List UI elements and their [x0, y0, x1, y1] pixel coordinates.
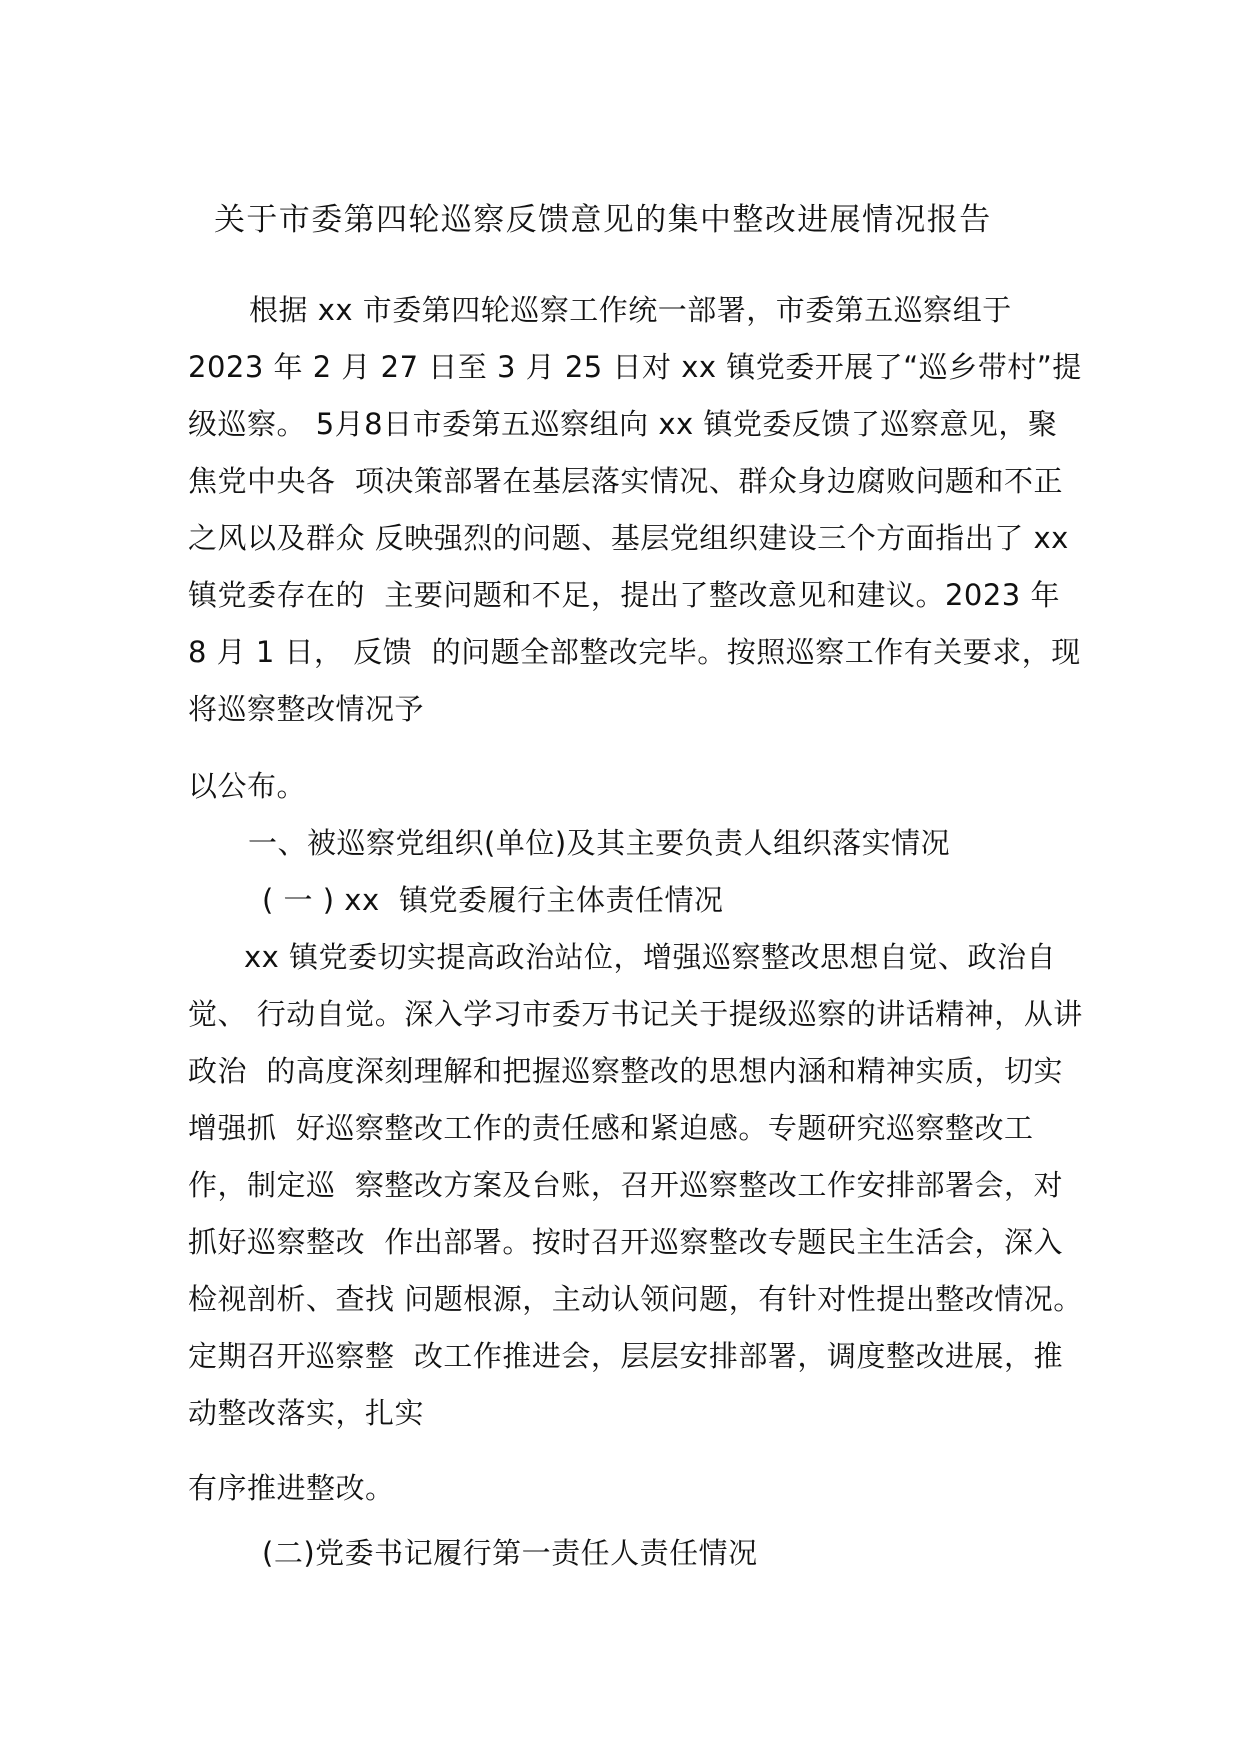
paragraph-line: 觉、 行动自觉。深入学习市委万书记关于提级巡察的讲话精神，从讲 [188, 997, 1083, 1031]
paragraph-line: 以公布。 [188, 769, 307, 803]
paragraph-line: 政治 的高度深刻理解和把握巡察整改的思想内涵和精神实质，切实 [188, 1054, 1063, 1088]
report-title: 关于市委第四轮巡察反馈意见的集中整改进展情况报告 [214, 202, 992, 238]
paragraph-line: 有序推进整改。 [188, 1471, 395, 1505]
section-heading: 一、被巡察党组织(单位)及其主要负责人组织落实情况 [248, 826, 951, 860]
paragraph-line: 根据 xx 市委第四轮巡察工作统一部署，市委第五巡察组于 [249, 293, 1012, 327]
paragraph-line: 8 月 1 日， 反馈 的问题全部整改完毕。按照巡察工作有关要求，现 [188, 635, 1081, 669]
paragraph-line: 镇党委存在的 主要问题和不足，提出了整改意见和建议。2023 年 [188, 578, 1060, 612]
paragraph-line: 作，制定巡 察整改方案及台账，召开巡察整改工作安排部署会，对 [188, 1168, 1063, 1202]
paragraph-line: 增强抓 好巡察整改工作的责任感和紧迫感。专题研究巡察整改工 [188, 1111, 1034, 1145]
paragraph-line: 之风以及群众 反映强烈的问题、基层党组织建设三个方面指出了 xx [188, 521, 1069, 555]
paragraph-line: 动整改落实，扎实 [188, 1396, 425, 1430]
paragraph-line: 检视剖析、查找 问题根源，主动认领问题，有针对性提出整改情况。 [188, 1282, 1083, 1316]
subsection-heading: (二)党委书记履行第一责任人责任情况 [262, 1536, 758, 1570]
paragraph-line: 级巡察。 5月8日市委第五巡察组向 xx 镇党委反馈了巡察意见，聚 [188, 407, 1058, 441]
paragraph-line: 焦党中央各 项决策部署在基层落实情况、群众身边腐败问题和不正 [188, 464, 1063, 498]
paragraph-line: 2023 年 2 月 27 日至 3 月 25 日对 xx 镇党委开展了“巡乡带村”提 [188, 350, 1082, 384]
paragraph-line: xx 镇党委切实提高政治站位，增强巡察整改思想自觉、政治自 [244, 940, 1057, 974]
paragraph-line: 抓好巡察整改 作出部署。按时召开巡察整改专题民主生活会，深入 [188, 1225, 1063, 1259]
subsection-heading: ( 一 ) xx 镇党委履行主体责任情况 [262, 883, 724, 917]
paragraph-line: 定期召开巡察整 改工作推进会，层层安排部署，调度整改进展，推 [188, 1339, 1063, 1373]
paragraph-line: 将巡察整改情况予 [188, 692, 425, 726]
